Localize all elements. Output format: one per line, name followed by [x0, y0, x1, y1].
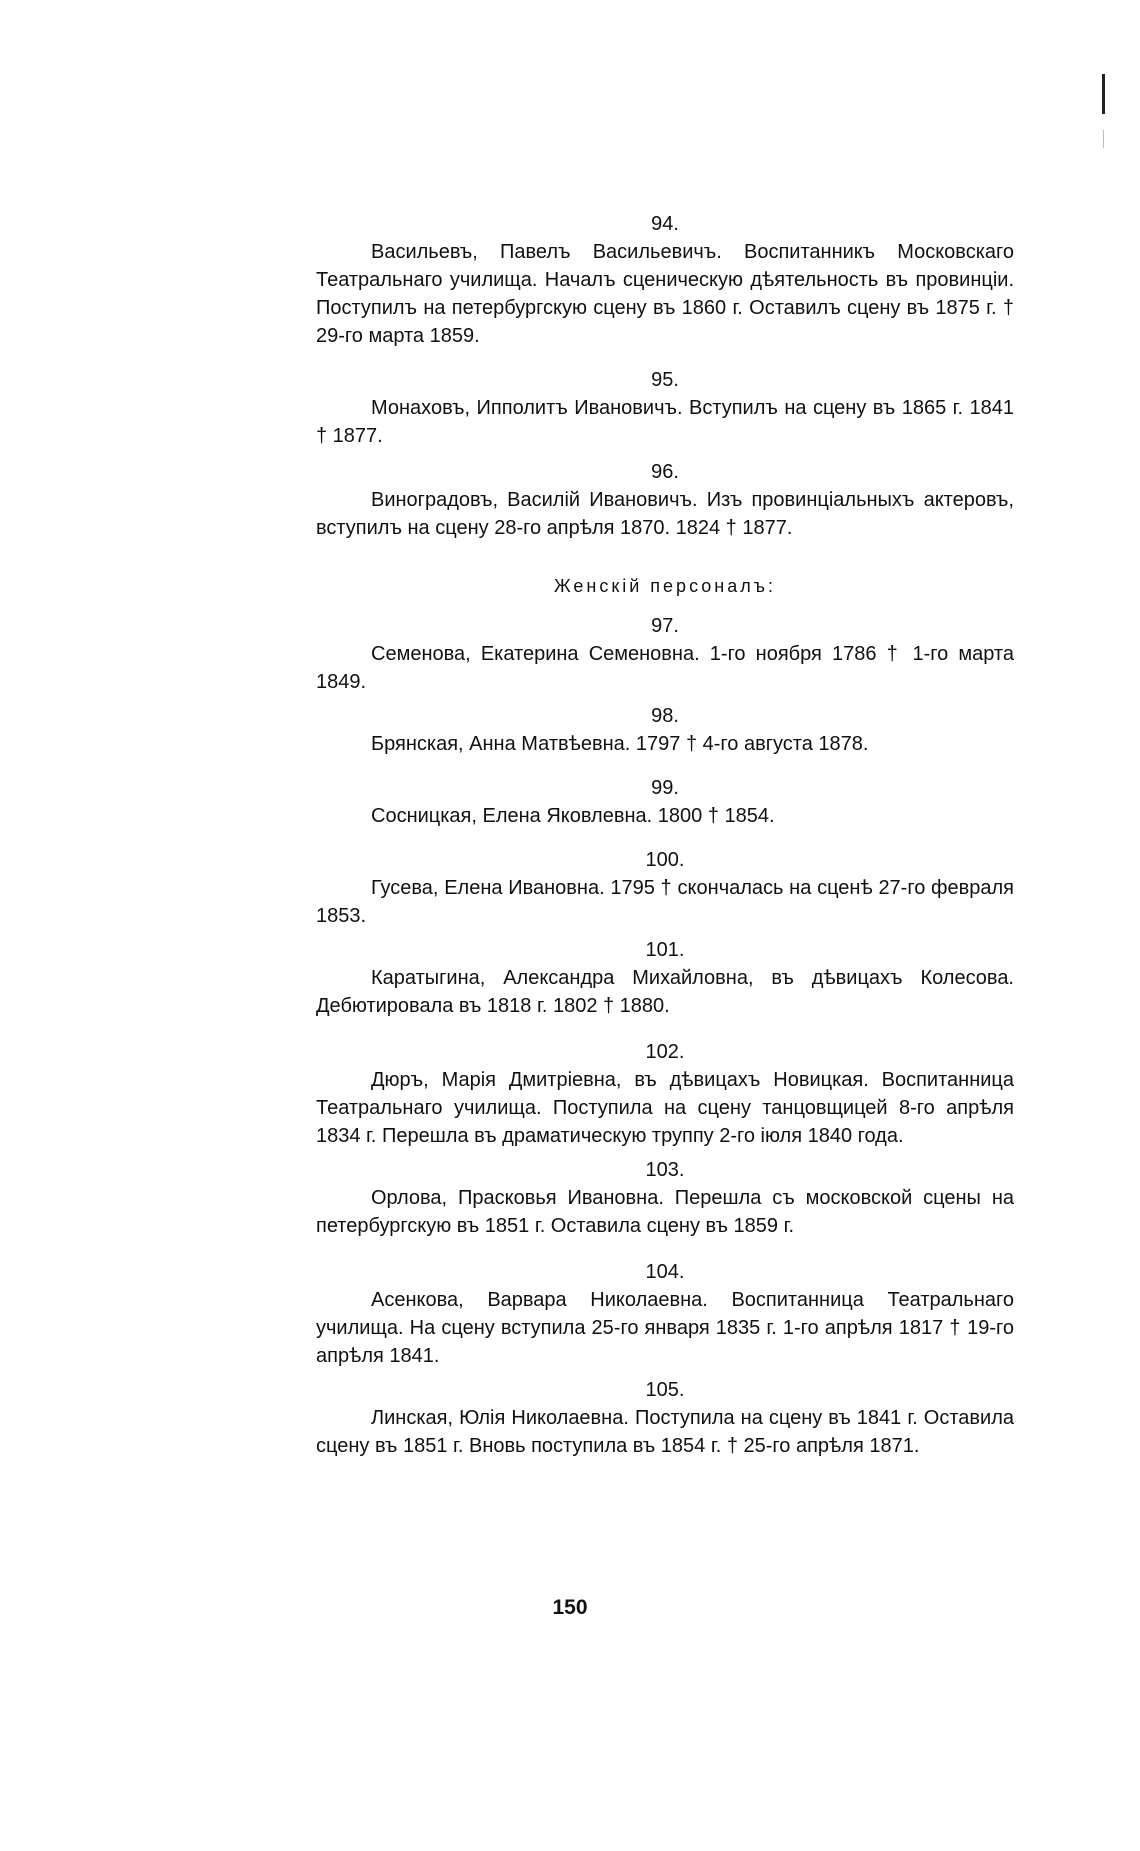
entry-text: Гусева, Елена Ивановна. 1795 † скончалась на сценѣ 27-го февраля 1853. [316, 877, 1014, 927]
entry-number: 96. [651, 461, 679, 483]
entry [316, 1258, 1014, 1370]
entry-number: 95. [651, 369, 679, 391]
entry [316, 458, 1014, 542]
entry [316, 1038, 1014, 1150]
entry-text: Дюръ, Марія Дмитріевна, въ дѣвицахъ Новицкая. Воспитанница Театральнаго училища. Поступила на сцену танцовщицей 8-го апрѣля 1834 г. Перешла въ драматическую труппу 2-го іюля 1840 года. [316, 1069, 1014, 1147]
entry-number: 103. [645, 1159, 685, 1181]
entry-text: Васильевъ, Павелъ Васильевичъ. Воспитанникъ Московскаго Театральнаго училища. Началъ сценическую дѣятельность въ провинціи. Поступилъ на петербургскую сцену въ 1860 г. Оставилъ сцену въ 1875 г. † 29-го марта 1859. [316, 241, 1014, 347]
entry [316, 702, 1014, 758]
entry [316, 846, 1014, 930]
entry [316, 612, 1014, 696]
entry-number: 100. [645, 849, 685, 871]
entry-text: Виноградовъ, Василій Ивановичъ. Изъ провинціальныхъ актеровъ, вступилъ на сцену 28-го апрѣля 1870. 1824 † 1877. [316, 489, 1014, 539]
entry [316, 366, 1014, 450]
entry [316, 210, 1014, 350]
section-heading: Женскій персоналъ: [554, 576, 776, 596]
entry-number: 99. [651, 777, 679, 799]
entry-text: Асенкова, Варвара Николаевна. Воспитанница Театральнаго училища. На сцену вступила 25-го января 1835 г. 1-го апрѣля 1817 † 19-го апрѣля 1841. [316, 1289, 1014, 1367]
scan-edge-mark-faint [1103, 130, 1104, 148]
entry-text: Монаховъ, Ипполитъ Ивановичъ. Вступилъ на сцену въ 1865 г. 1841 † 1877. [316, 397, 1014, 447]
entry-text: Сосницкая, Елена Яковлевна. 1800 † 1854. [371, 805, 775, 827]
entry [316, 936, 1014, 1020]
entry-text: Каратыгина, Александра Михайловна, въ дѣвицахъ Колесова. Дебютировала въ 1818 г. 1802 † 1880. [316, 967, 1014, 1017]
entry-text: Орлова, Прасковья Ивановна. Перешла съ московской сцены на петербургскую въ 1851 г. Оставила сцену въ 1859 г. [316, 1187, 1014, 1237]
entry [316, 774, 1014, 830]
entry-number: 101. [645, 939, 685, 961]
entry-number: 94. [651, 213, 679, 235]
entry-text: Семенова, Екатерина Семеновна. 1-го ноября 1786 † 1-го марта 1849. [316, 643, 1014, 693]
entry-number: 97. [651, 615, 679, 637]
scan-edge-mark [1102, 74, 1105, 114]
entry-number: 98. [651, 705, 679, 727]
page-number: 150 [552, 1596, 588, 1619]
text-column [316, 210, 1014, 1460]
entry-text: Брянская, Анна Матвѣевна. 1797 † 4-го августа 1878. [371, 733, 869, 755]
entry [316, 1376, 1014, 1460]
entry-number: 105. [645, 1379, 685, 1401]
entry-text: Линская, Юлія Николаевна. Поступила на сцену въ 1841 г. Оставила сцену въ 1851 г. Вновь поступила въ 1854 г. † 25-го апрѣля 1871. [316, 1407, 1014, 1457]
entry-number: 102. [645, 1041, 685, 1063]
entry [316, 1156, 1014, 1240]
entry-number: 104. [645, 1261, 685, 1283]
